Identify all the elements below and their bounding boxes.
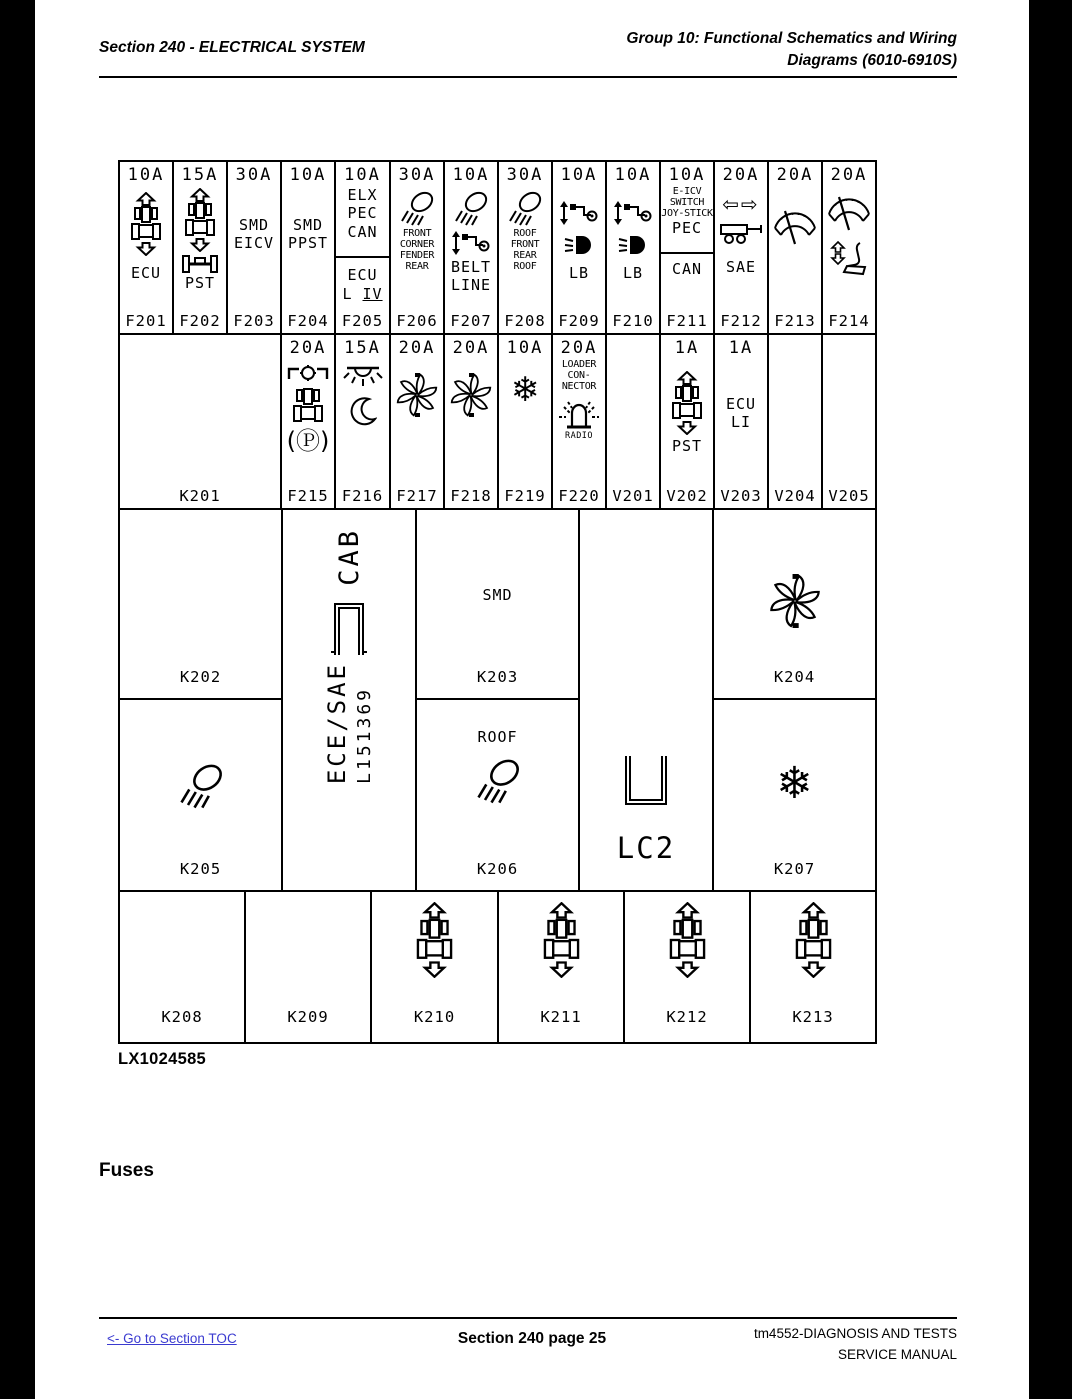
footer-rule	[99, 1317, 957, 1319]
cell-id: F214	[828, 312, 870, 330]
fuse-cell-F207	[443, 160, 499, 335]
cell-id: V205	[828, 487, 870, 505]
cell-id: K206	[476, 860, 519, 878]
wiper-icon	[825, 192, 873, 232]
low-beam-icon	[562, 234, 596, 256]
cell-label-small: FRONT	[402, 227, 432, 239]
tractor-hitch-updown-large-icon	[412, 902, 457, 978]
fuse-cell-F216	[334, 333, 391, 510]
cell-label-big: LC2	[616, 831, 676, 865]
fuse-cell-F217	[389, 333, 445, 510]
cell-label: LI	[730, 413, 752, 432]
cell-label: ECU	[725, 394, 757, 413]
moon-icon	[349, 397, 377, 429]
cell-label: PEC	[347, 204, 378, 223]
cell-id: F215	[287, 487, 329, 505]
fan-icon	[395, 373, 439, 417]
cell-id: F216	[341, 487, 384, 505]
fuse-rating: 10A	[452, 165, 490, 185]
fuse-rating: 10A	[614, 165, 652, 185]
cell-divider	[661, 252, 713, 254]
cell-id: F220	[558, 487, 600, 505]
low-beam-icon	[616, 234, 650, 256]
cab-frame-icon	[323, 594, 375, 656]
cell-label-small: REAR	[405, 261, 429, 273]
tractor-top-icon	[289, 387, 327, 423]
fuse-rating: 15A	[181, 165, 219, 185]
snowflake-large-icon: ❄	[776, 758, 813, 809]
document-page	[35, 0, 1029, 1399]
fuse-cell-F215	[280, 333, 336, 510]
fuse-cell-LC2	[578, 508, 714, 892]
cell-label-small: FRONT	[510, 238, 540, 250]
tractor-hitch-updown-large-icon	[539, 902, 584, 978]
fuse-rating: 20A	[776, 165, 814, 185]
cell-label-small: CORNER	[399, 238, 435, 250]
fuse-cell-V205	[821, 333, 877, 510]
fuse-rating: 10A	[506, 338, 544, 358]
cell-label: BELT	[450, 257, 492, 276]
fuse-cell-K207	[712, 698, 877, 892]
vertical-label-group	[322, 661, 375, 784]
fuse-rating: 20A	[560, 338, 598, 358]
cell-label: CAN	[671, 259, 703, 278]
hitch-linkage-icon	[450, 230, 492, 256]
tractor-hitch-updown-icon	[127, 192, 165, 256]
fuse-cell-K210	[370, 890, 499, 1044]
fuse-cell-F203	[226, 160, 282, 335]
cell-divider	[336, 256, 389, 258]
fuse-cell-K213	[749, 890, 877, 1044]
cell-label: PST	[184, 273, 216, 292]
fuse-cell-CAB	[281, 508, 417, 892]
fuse-cell-F211	[659, 160, 715, 335]
hitch-linkage-icon	[612, 200, 654, 226]
fuse-rating: 20A	[398, 338, 436, 358]
fuse-cell-F212	[713, 160, 769, 335]
cell-label-small: CON-	[567, 369, 591, 381]
fuse-cell-F208	[497, 160, 553, 335]
fuse-rating: 20A	[452, 338, 490, 358]
vertical-label: CAB	[333, 528, 365, 586]
cell-id: F209	[558, 312, 600, 330]
cell-id: K201	[179, 487, 221, 505]
cell-id: F202	[179, 312, 221, 330]
cell-id: K205	[179, 860, 222, 878]
page-number: Section 240 page 25	[457, 1330, 607, 1347]
fuse-rating: 1A	[674, 338, 700, 358]
fuse-rating: 20A	[722, 165, 760, 185]
arrows-left-right-icon: ⇦⇨	[722, 191, 760, 216]
worklight-icon	[451, 190, 491, 226]
fuse-cell-F204	[280, 160, 336, 335]
front-axle-icon	[181, 254, 219, 274]
fuse-rating: 10A	[344, 165, 381, 185]
fuse-cell-F206	[389, 160, 445, 335]
header-group-line1: Group 10: Functional Schematics and Wiring	[626, 30, 957, 47]
cell-id: F203	[233, 312, 275, 330]
cell-label: EICV	[233, 234, 275, 253]
cell-label: ECU	[130, 263, 162, 282]
cell-id: F213	[774, 312, 816, 330]
cell-label-small: NECTOR	[561, 380, 597, 392]
dome-light-icon	[342, 365, 384, 393]
header-group-title	[626, 28, 957, 71]
cell-id: K208	[161, 1008, 203, 1026]
fuse-cell-K201	[118, 333, 282, 510]
header-section-title: Section 240 - ELECTRICAL SYSTEM	[99, 39, 365, 56]
cell-label: ROOF	[477, 728, 518, 746]
vertical-label: L151369	[353, 687, 375, 784]
front-hitch-frame-icon	[286, 363, 330, 383]
cell-label-small: ROOF	[513, 261, 537, 273]
fuse-rating: 30A	[398, 165, 436, 185]
fuse-cell-F201	[118, 160, 174, 335]
fuse-cell-K206	[415, 698, 580, 892]
cell-id: K203	[476, 668, 519, 686]
cell-id: K213	[792, 1008, 834, 1026]
fuse-rating: 30A	[506, 165, 544, 185]
cell-label-tiny: RADIO	[564, 431, 594, 442]
tractor-hitch-updown-icon	[181, 188, 219, 252]
fuse-cell-K203	[415, 508, 580, 700]
cell-id: F218	[450, 487, 492, 505]
cell-label-small: SWITCH	[669, 196, 705, 208]
cell-label-small: E-ICV	[672, 185, 702, 197]
cell-label: LB	[568, 263, 590, 282]
fuse-cell-K211	[497, 890, 625, 1044]
fuse-cell-V201	[605, 333, 661, 510]
cell-id: V202	[666, 487, 708, 505]
fuse-rating: 10A	[289, 165, 327, 185]
cell-id: K210	[413, 1008, 456, 1026]
cell-label: SMD	[482, 586, 513, 604]
trailer-icon	[718, 220, 764, 246]
cell-id: K204	[773, 668, 816, 686]
worklight-icon	[505, 190, 545, 226]
fuse-cell-K204	[712, 508, 877, 700]
fuse-cell-K202	[118, 508, 283, 700]
worklight-large-icon	[175, 762, 227, 809]
fuse-cell-F213	[767, 160, 823, 335]
cell-id: F207	[450, 312, 492, 330]
u-channel-icon	[616, 754, 676, 810]
fuse-rating: 20A	[830, 165, 868, 185]
cell-label: LB	[622, 263, 644, 282]
fuse-box-diagram	[118, 160, 877, 1044]
cell-id: F204	[287, 312, 329, 330]
cell-label-small: ROOF	[513, 227, 537, 239]
beacon-icon	[557, 400, 601, 432]
cell-label: L IV	[342, 284, 383, 303]
fuse-cell-F210	[605, 160, 661, 335]
header-group-line2: Diagrams (6010-6910S)	[787, 51, 957, 69]
cell-id: F219	[504, 487, 546, 505]
manual-id	[754, 1324, 957, 1366]
cell-label: SMD	[292, 215, 324, 234]
cell-label-small: REAR	[513, 249, 537, 261]
cell-label: LINE	[450, 276, 492, 295]
cell-label-small: JOY-STICK	[661, 207, 713, 219]
fuse-cell-F205	[334, 160, 391, 335]
cell-label-small: LOADER	[561, 358, 597, 370]
fuse-cell-F219	[497, 333, 553, 510]
cell-label: CAN	[347, 223, 378, 242]
fuse-cell-F218	[443, 333, 499, 510]
fuse-rating: 10A	[668, 165, 706, 185]
hitch-linkage-icon	[558, 200, 600, 226]
cell-label: SMD	[238, 215, 270, 234]
fuse-rating: 10A	[127, 165, 165, 185]
fuse-cell-V202	[659, 333, 715, 510]
snowflake-icon: ❄	[510, 369, 540, 410]
seat-adjust-icon	[829, 240, 869, 278]
fuse-rating: 1A	[728, 338, 754, 358]
cell-id: F208	[504, 312, 546, 330]
fuse-cell-V203	[713, 333, 769, 510]
fuses-heading: Fuses	[99, 1160, 154, 1181]
fuse-cell-K209	[244, 890, 372, 1044]
tractor-hitch-updown-large-icon	[665, 902, 710, 978]
fuse-cell-F220	[551, 333, 607, 510]
toc-link[interactable]: <- Go to Section TOC	[107, 1331, 237, 1346]
cell-id: K202	[179, 668, 222, 686]
worklight-icon	[397, 190, 437, 226]
fuse-cell-F214	[821, 160, 877, 335]
cell-label: SAE	[725, 257, 757, 276]
cell-label: PST	[671, 436, 703, 455]
fan-large-icon	[768, 574, 822, 628]
fuse-cell-F209	[551, 160, 607, 335]
tractor-hitch-updown-large-icon	[791, 902, 836, 978]
manual-id-line1: tm4552-DIAGNOSIS AND TESTS	[753, 1326, 957, 1341]
cell-id: V201	[612, 487, 654, 505]
fuse-rating: 30A	[235, 165, 273, 185]
cell-id: V203	[720, 487, 762, 505]
tractor-hitch-updown-icon	[668, 371, 706, 435]
header-rule	[99, 76, 957, 78]
fuse-cell-F202	[172, 160, 228, 335]
fuse-rating: 10A	[560, 165, 598, 185]
cell-id: K209	[287, 1008, 329, 1026]
cell-id: F217	[396, 487, 438, 505]
cell-id: K212	[666, 1008, 708, 1026]
fan-icon	[449, 373, 493, 417]
cell-id: K207	[773, 860, 816, 878]
fuse-cell-K208	[118, 890, 246, 1044]
worklight-large-icon	[472, 757, 524, 804]
fuse-rating: 20A	[289, 338, 327, 358]
cell-id: F212	[720, 312, 762, 330]
cell-label: ELX	[347, 185, 378, 204]
wiper-icon	[771, 206, 819, 246]
manual-id-line2: SERVICE MANUAL	[837, 1346, 957, 1362]
cell-id: F206	[396, 312, 438, 330]
fuse-cell-K205	[118, 698, 283, 892]
cell-label: PPST	[287, 234, 329, 253]
fuse-rating: 15A	[344, 338, 381, 358]
fuse-cell-K212	[623, 890, 751, 1044]
fuse-cell-V204	[767, 333, 823, 510]
parking-brake-icon: (Ⓟ)	[286, 426, 330, 455]
cell-id: F205	[341, 312, 384, 330]
cell-id: V204	[774, 487, 816, 505]
cell-label: ECU	[347, 265, 378, 284]
cell-label: PEC	[671, 219, 703, 238]
cell-id: F201	[125, 312, 167, 330]
vertical-label: ECE/SAE	[322, 661, 351, 784]
cell-id: K211	[540, 1008, 582, 1026]
figure-code: LX1024585	[118, 1050, 207, 1068]
cell-id: F211	[666, 312, 708, 330]
cell-id: F210	[612, 312, 654, 330]
cell-label-small: FENDER	[399, 249, 435, 261]
